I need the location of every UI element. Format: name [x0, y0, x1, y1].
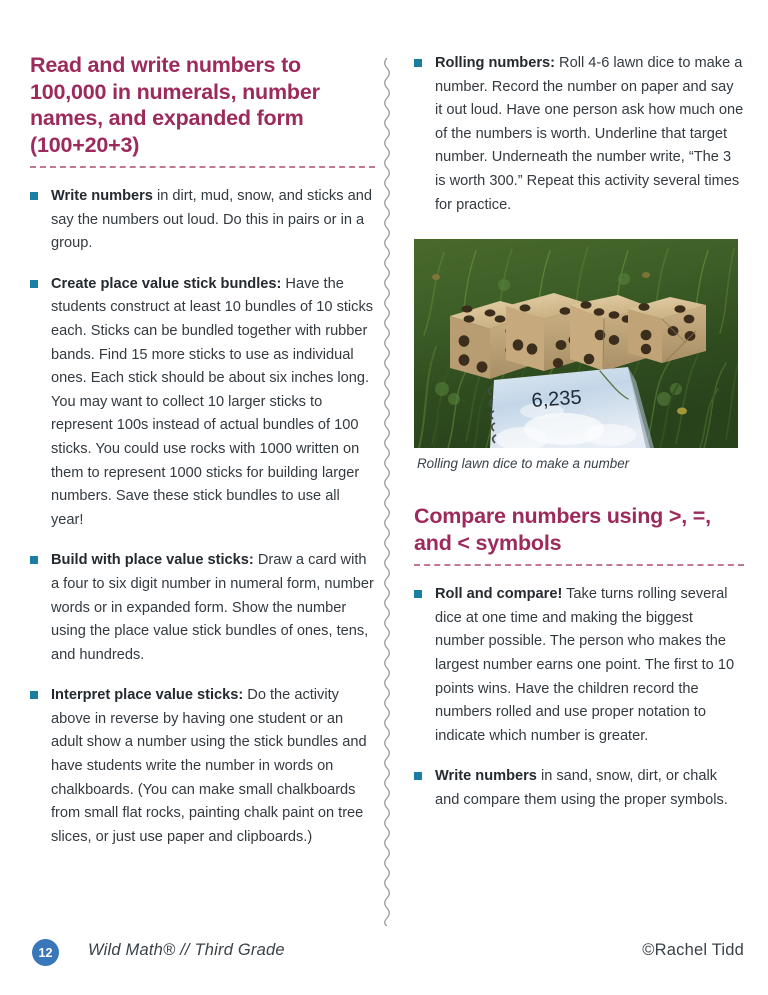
left-heading-divider [30, 166, 375, 168]
square-bullet-icon [30, 192, 38, 200]
list-item [30, 684, 375, 849]
list-item-lead: Rolling numbers: [435, 55, 555, 71]
figure-caption: Rolling lawn dice to make a number [417, 456, 630, 472]
svg-text:6,235: 6,235 [530, 386, 583, 413]
list-item-lead: Write numbers [51, 188, 153, 204]
square-bullet-icon [414, 59, 422, 67]
list-item-lead: Write numbers [435, 768, 537, 785]
right-section-heading: Compare numbers using >, =, and < symbols [414, 504, 711, 555]
list-item-text: Take turns rolling several dice at one time and making the biggest number possible. The person who makes the largest number earns one point. The first to 10 points wins. Have the children record the numbers rolled and use proper notation to indicate which number is greater. [435, 586, 735, 744]
list-item-lead: Roll and compare! [435, 586, 563, 603]
footer-copyright: ©Rachel Tidd [642, 941, 744, 959]
list-item [414, 583, 744, 748]
square-bullet-icon [30, 691, 38, 699]
left-column [30, 52, 375, 849]
figure-rolling-lawn-dice [414, 239, 744, 471]
square-bullet-icon [30, 556, 38, 564]
list-item [30, 273, 375, 533]
list-item-text: Do the activity above in reverse by having one student or an adult show a number using the stick bundles and have students write the number in words on chalkboards. (You can make small chalkboards from small flat rocks, painting chalk paint on tree slices, or just use paper and clipboards.) [51, 687, 367, 845]
page-footer [0, 939, 768, 973]
square-bullet-icon [414, 590, 422, 598]
square-bullet-icon [414, 772, 422, 780]
right-activity-list [414, 583, 744, 812]
list-item-text: Draw a card with a four to six digit number in numeral form, number words or in expanded form. Show the number using the place value stick bundles of ones, tens, and hundreds. [51, 552, 374, 663]
list-item [414, 765, 744, 812]
right-top-activity-list [414, 52, 744, 217]
square-bullet-icon [30, 280, 38, 288]
list-item [30, 549, 375, 667]
list-item-lead: Create place value stick bundles: [51, 275, 282, 292]
list-item-text: Have the students construct at least 10 bundles of 10 sticks each. Sticks can be bundled together with rubber bands. Find 15 more sticks to use as individual ones. Each stick should be about six inches long. You may want to collect 10 larger sticks to represent 100s instead of actual bundles of 100 sticks. You could use rocks with 1000 written on them to represent 1000 sticks for building larger numbers. Save these stick bundles to use all year! [51, 275, 374, 528]
list-item-text: in sand, snow, dirt, or chalk and compare them using the proper symbols. [435, 768, 728, 808]
footer-title: Wild Math® // Third Grade [88, 941, 285, 959]
list-item [30, 185, 375, 256]
list-item-text: in dirt, mud, snow, and sticks and say the numbers out loud. Do this in pairs or in a group. [51, 188, 372, 252]
left-section-heading: Read and write numbers to 100,000 in numerals, number names, and expanded form (100+20+3) [30, 53, 320, 157]
list-item-lead: Interpret place value sticks: [51, 687, 244, 704]
photo-lawn-dice [414, 239, 738, 448]
list-item [414, 52, 744, 217]
list-item-lead: Build with place value sticks: [51, 552, 254, 569]
column-divider [381, 58, 393, 926]
right-heading-divider [414, 564, 744, 566]
left-activity-list [30, 185, 375, 849]
right-column [414, 52, 744, 813]
list-item-text: Roll 4-6 lawn dice to make a number. Record the number on paper and say it out loud. Have one person ask how much one of the numbers is worth. Underline that target number. Underneath the number write, “The 3 is worth 300.” Repeat this activity several times for practice. [435, 55, 744, 213]
page-number-badge: 12 [32, 939, 59, 966]
